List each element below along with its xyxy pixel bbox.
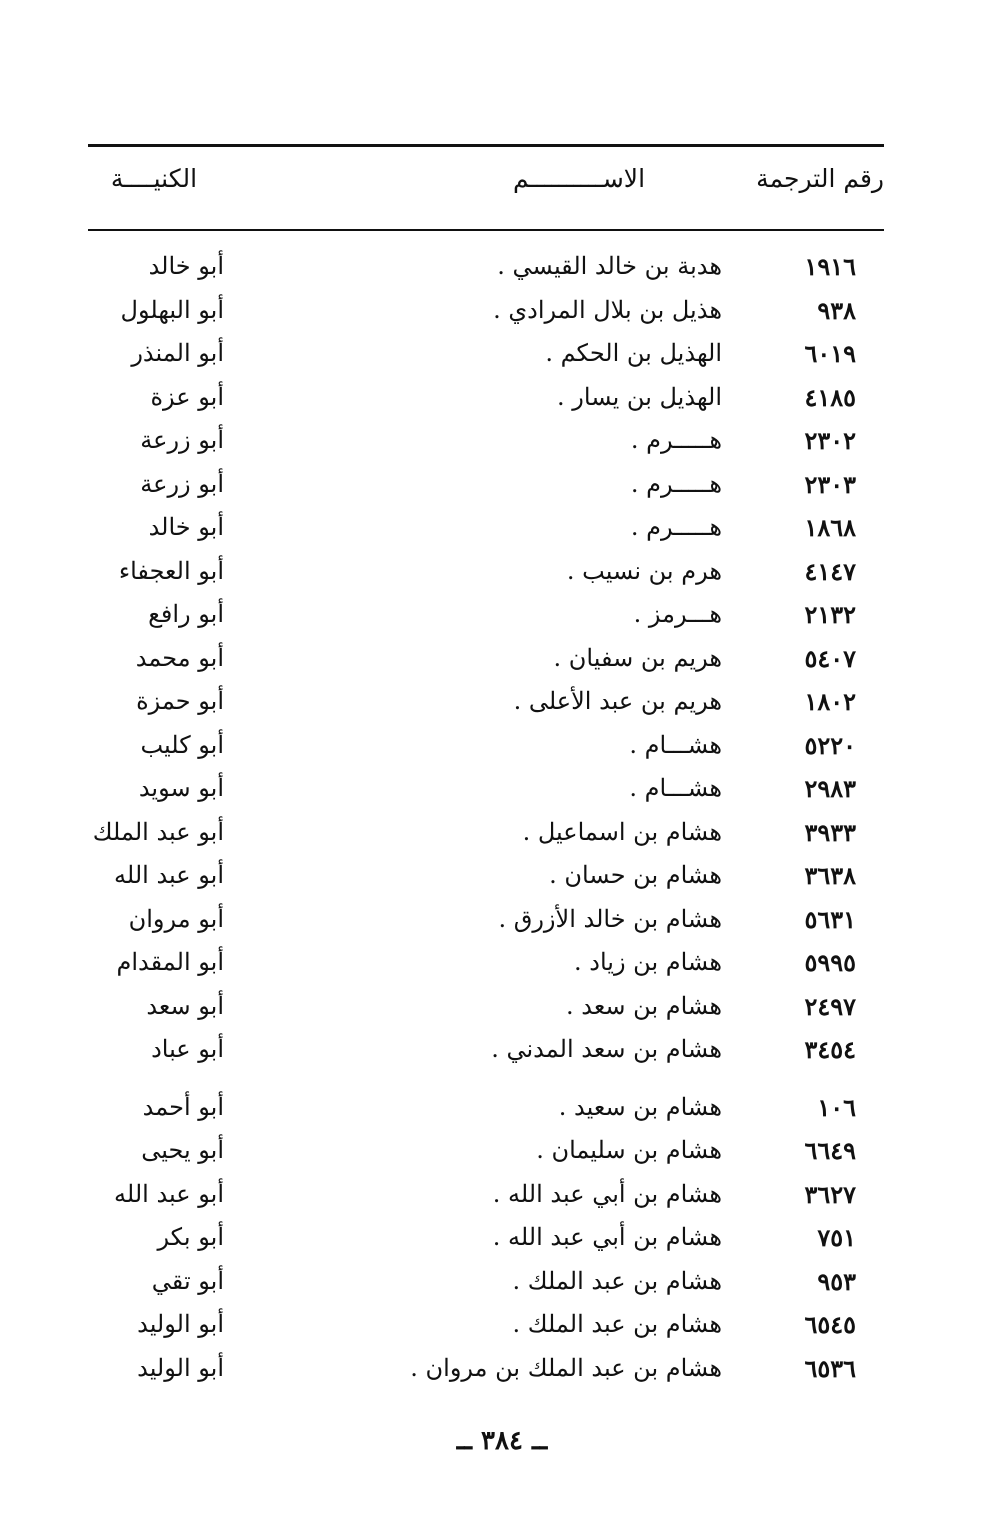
- entry-number: ٦٥٤٥: [804, 1310, 856, 1339]
- table-header: [88, 160, 884, 208]
- entry-number: ٦٦٤٩: [804, 1136, 856, 1165]
- entry-kunya: أبو أحمد: [142, 1092, 224, 1121]
- table-row: [88, 898, 884, 942]
- table-row: [88, 550, 884, 594]
- table-row: [88, 1260, 884, 1304]
- table-row: [88, 419, 884, 463]
- table-row: [88, 506, 884, 550]
- entry-number: ٩٥٣: [817, 1266, 856, 1296]
- header-kunya-label: الكنيــــة: [110, 164, 198, 193]
- entry-kunya: أبو عباد: [151, 1035, 224, 1063]
- entry-kunya: أبو الوليد: [137, 1353, 224, 1382]
- entry-number: ٢٣٠٣: [804, 469, 856, 499]
- table-row: [88, 1347, 884, 1391]
- entry-kunya: أبو المقدام: [116, 948, 224, 976]
- entry-number: ٦٥٣٦: [804, 1353, 856, 1383]
- entry-kunya: أبو زرعة: [140, 426, 224, 454]
- entry-name: هرم بن نسيب .: [566, 556, 722, 585]
- entry-kunya: أبو مروان: [128, 904, 224, 933]
- entry-name: هـــــرم .: [630, 469, 722, 498]
- entry-name: هشام بن عبد الملك بن مروان .: [410, 1353, 722, 1382]
- entry-name: هريم بن عبد الأعلى .: [513, 687, 722, 715]
- table-row: [88, 724, 884, 768]
- entry-name: هشـــام .: [629, 774, 722, 802]
- table-row: [88, 1129, 884, 1173]
- entry-name: هشام بن خالد الأزرق .: [498, 904, 722, 933]
- entry-name: هشام بن زياد .: [574, 948, 722, 976]
- entry-kunya: أبو محمد: [135, 643, 224, 672]
- entry-number: ٣٤٥٤: [804, 1035, 856, 1064]
- entry-kunya: أبو رافع: [148, 600, 224, 628]
- table-row: [88, 1086, 884, 1130]
- entry-name: هشام بن اسماعيل .: [522, 817, 722, 846]
- entry-kunya: أبو خالد: [148, 513, 224, 541]
- table-row: [88, 680, 884, 724]
- entry-name: هشام بن سعيد .: [558, 1092, 722, 1121]
- entry-name: هدبة بن خالد القيسي .: [497, 252, 722, 280]
- entry-number: ٢١٣٢: [804, 600, 856, 629]
- entry-number: ٥٢٢٠: [804, 730, 856, 760]
- entry-kunya: أبو بكر: [157, 1223, 224, 1251]
- table-row: [88, 985, 884, 1029]
- entry-number: ٣٦٣٨: [804, 861, 856, 890]
- table-row: [88, 637, 884, 681]
- entry-kunya: أبو عزة: [150, 382, 224, 411]
- entry-name: هشام بن حسان .: [549, 861, 722, 889]
- entry-number: ٥٩٩٥: [804, 948, 856, 977]
- entry-kunya: أبو سعد: [146, 991, 224, 1020]
- entry-number: ٢٣٠٢: [804, 426, 856, 455]
- entry-name: هشام بن سعد المدني .: [491, 1035, 722, 1063]
- entry-name: هشام بن سليمان .: [536, 1136, 722, 1164]
- entry-number: ٥٦٣١: [804, 904, 856, 934]
- entry-kunya: أبو يحيى: [141, 1136, 224, 1164]
- table-row: [88, 1216, 884, 1260]
- entry-number: ٢٤٩٧: [804, 991, 856, 1021]
- table-row: [88, 1303, 884, 1347]
- table-row: [88, 332, 884, 376]
- entry-kunya: أبو عبد الله: [114, 1179, 224, 1208]
- entry-name: هشام بن عبد الملك .: [512, 1266, 722, 1295]
- table-row: [88, 1028, 884, 1072]
- entry-kunya: أبو الوليد: [137, 1310, 224, 1338]
- entry-kunya: أبو زرعة: [140, 469, 224, 498]
- entry-number: ١٨٠٢: [804, 687, 856, 716]
- entry-number: ٩٣٨: [817, 295, 856, 325]
- table-row: [88, 376, 884, 420]
- page-number: ــ ٣٨٤ ــ: [456, 1426, 548, 1456]
- entry-number: ١٠٦: [817, 1092, 856, 1122]
- entry-name: هريم بن سفيان .: [553, 643, 722, 672]
- entry-number: ٣٩٣٣: [804, 817, 856, 847]
- entry-number: ١٨٦٨: [804, 513, 856, 542]
- entry-kunya: أبو عبد الملك: [92, 817, 224, 846]
- entry-kunya: أبو سويد: [138, 774, 224, 802]
- entry-kunya: أبو العجفاء: [118, 556, 224, 585]
- entry-number: ٤١٨٥: [804, 382, 856, 412]
- entry-name: هشام بن سعد .: [566, 991, 722, 1020]
- entry-kunya: أبو عبد الله: [114, 861, 224, 889]
- entry-number: ١٩١٦: [804, 252, 856, 281]
- entry-number: ٣٦٢٧: [804, 1179, 856, 1209]
- entry-kunya: أبو تقي: [151, 1266, 224, 1295]
- table-row: [88, 593, 884, 637]
- header-rule: [88, 229, 884, 231]
- entry-number: ٧٥١: [817, 1223, 856, 1252]
- entry-number: ٤١٤٧: [804, 556, 856, 586]
- entries-table: [88, 245, 884, 1390]
- entry-kunya: أبو البهلول: [120, 295, 224, 324]
- entry-name: هـــرمز .: [633, 600, 722, 628]
- entry-name: هشام بن عبد الملك .: [512, 1310, 722, 1338]
- table-row: [88, 941, 884, 985]
- table-row: [88, 1173, 884, 1217]
- entry-name: الهذيل بن الحكم .: [545, 339, 722, 367]
- table-row: [88, 245, 884, 289]
- table-row: [88, 811, 884, 855]
- entry-name: هـــــرم .: [630, 426, 722, 454]
- entry-kunya: أبو حمزة: [136, 687, 224, 715]
- entry-name: هشام بن أبي عبد الله .: [492, 1223, 722, 1251]
- entry-kunya: أبو المنذر: [131, 339, 224, 367]
- entry-name: هـــــرم .: [630, 513, 722, 541]
- entry-kunya: أبو خالد: [148, 252, 224, 280]
- entry-number: ٥٤٠٧: [804, 643, 856, 673]
- header-name-label: الاســــــــــم: [512, 164, 646, 193]
- entry-name: هشـــام .: [629, 730, 722, 759]
- entry-number: ٦٠١٩: [804, 339, 856, 368]
- entry-kunya: أبو كليب: [140, 730, 224, 759]
- table-row: [88, 463, 884, 507]
- table-row: [88, 289, 884, 333]
- table-row: [88, 854, 884, 898]
- top-rule: [88, 144, 884, 147]
- table-row: [88, 767, 884, 811]
- entry-name: الهذيل بن يسار .: [557, 382, 722, 411]
- entry-number: ٢٩٨٣: [804, 774, 856, 803]
- entry-name: هشام بن أبي عبد الله .: [492, 1179, 722, 1208]
- entry-name: هذيل بن بلال المرادي .: [493, 295, 722, 324]
- header-number-label: رقم الترجمة: [756, 164, 884, 193]
